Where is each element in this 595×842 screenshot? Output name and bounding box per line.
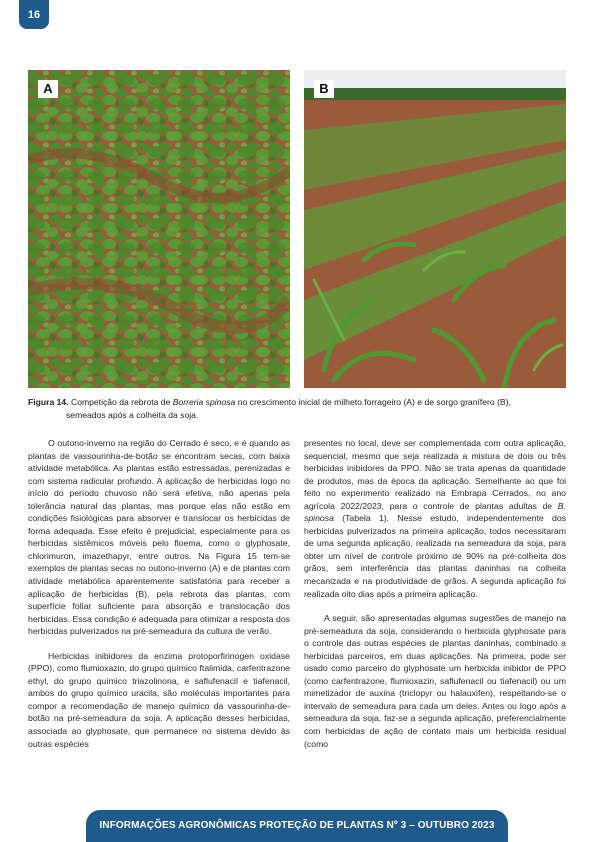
caption-text-2: no crescimento inicial de milheto forrageiro (A) e de sorgo granífero (B), xyxy=(235,397,511,407)
page-number: 16 xyxy=(19,0,49,29)
caption-text-1: Competição da rebrota de xyxy=(68,397,173,407)
panel-a-label: A xyxy=(38,80,58,98)
paragraph-text: presentes no local, deve ser complementada com outra aplicação, sequencial, mesmo que seja realizada a mistura de dois ou três herbicidas inibidores da PPO. Não se trata apenas da quantidade de produtos, mas da época da aplicação. Semelhante ao que foi feito no experimento realizado na Embrapa Cerrados, no ano agrícola 2022/2023, para o controle de plantas adultas de xyxy=(304,438,566,511)
footer-banner: INFORMAÇÕES AGRONÔMICAS PROTEÇÃO DE PLANTAS Nº 3 – OUTUBRO 2023 xyxy=(86,810,508,842)
paragraph: Herbicidas inibidores da enzima protoporfirinogen oxidase (PPO), como flumioxazin, do grupo químico ftalimida, carfentrazone ethyl, do grupo químico triazolinona, e saflufenacil e tiafenacil, ambos do grupo químico uracila, são moléculas importantes para compor a recomendação de manejo químico da vassourinha-de-botão na pré-semeadura da soja. A aplicação desses herbicidas, associada ao glyphosate, que permanece no sistema devido às outras espécies xyxy=(28,650,290,749)
caption-label: Figura 14. xyxy=(28,397,69,407)
figure-photo-b xyxy=(304,70,566,388)
figure-photo-a xyxy=(28,70,290,388)
sorghum-field-image xyxy=(304,70,566,388)
right-column xyxy=(304,437,566,750)
paragraph: A seguir, são apresentadas algumas sugestões de manejo na pré-semeadura da soja, considerando o herbicida glyphosate para o controle das outras espécies de plantas daninhas, combinado a herbicidas parceiros, em duas aplicações. Na primeira, pode ser usado como parceiro do glyphosate um herbicida inibidor de PPO (como carfentrazone, flumioxazin, saflufenacil ou tiafenacil) ou um mimetizador de auxina (triclopyr ou halauxifen), respeitando-se o intervalo de semeadura para cada um deles. Antes ou logo após a semeadura da soja, faz-se a segunda aplicação, preferencialmente com herbicidas de ação de contato mais um herbicida residual (como xyxy=(304,613,566,749)
panel-b-label: B xyxy=(314,80,334,98)
figure-caption xyxy=(28,396,568,421)
paragraph-text: (Tabela 1). Nesse estudo, independentemente dos herbicidas pulverizados na primeira aplicação, todos necessitaram de uma segunda aplicação, realizada na semeadura da soja, para obter um nível de controle próximo de 90% na pré-colheita dos grãos, sem interferência das plantas daninhas na colheita mecanizada e na produtividade de grãos. A segunda aplicação foi realizada oito dias após a primeira aplicação. xyxy=(304,513,566,599)
weed-field-image xyxy=(28,70,290,388)
paragraph xyxy=(304,437,566,600)
paragraph: O outono-inverno na região do Cerrado é seco, e é quando as plantas de vassourinha-de-botão se encontram secas, com baixa atividade metabólica. As plantas estão estressadas, perenizadas e com sistema radicular profundo. A aplicação de herbicidas logo no início do período chuvoso não será efetiva, não apenas pela tolerância natural das plantas, mas porque elas não estão em condições fisiológicas para absorver e translocar os herbicidas de forma adequada. Esse efeito é prejudicial, especialmente para os herbicidas sistêmicos móveis pelo floema, como o glyphosate, chlorimuron, imazethapyr, entre outros. Na Figura 15 tem-se exemplos de plantas secas no outono-inverno (A) e de plantas com atividade metabólica aparentemente satisfatória para receber a aplicação de herbicidas (B), pela rebrota das plantas, com superfície foliar suficiente para absorção e translocação dos herbicidas. Essa condição é adequada para otimizar a resposta dos herbicidas pulverizados na pré-semeadura da cultura de verão. xyxy=(28,438,290,637)
species-name: B. spinosa xyxy=(304,500,566,524)
caption-species: Borreria spinosa xyxy=(172,397,236,407)
left-column xyxy=(28,437,290,750)
caption-text-3: semeados após a colheita da soja. xyxy=(66,409,199,420)
